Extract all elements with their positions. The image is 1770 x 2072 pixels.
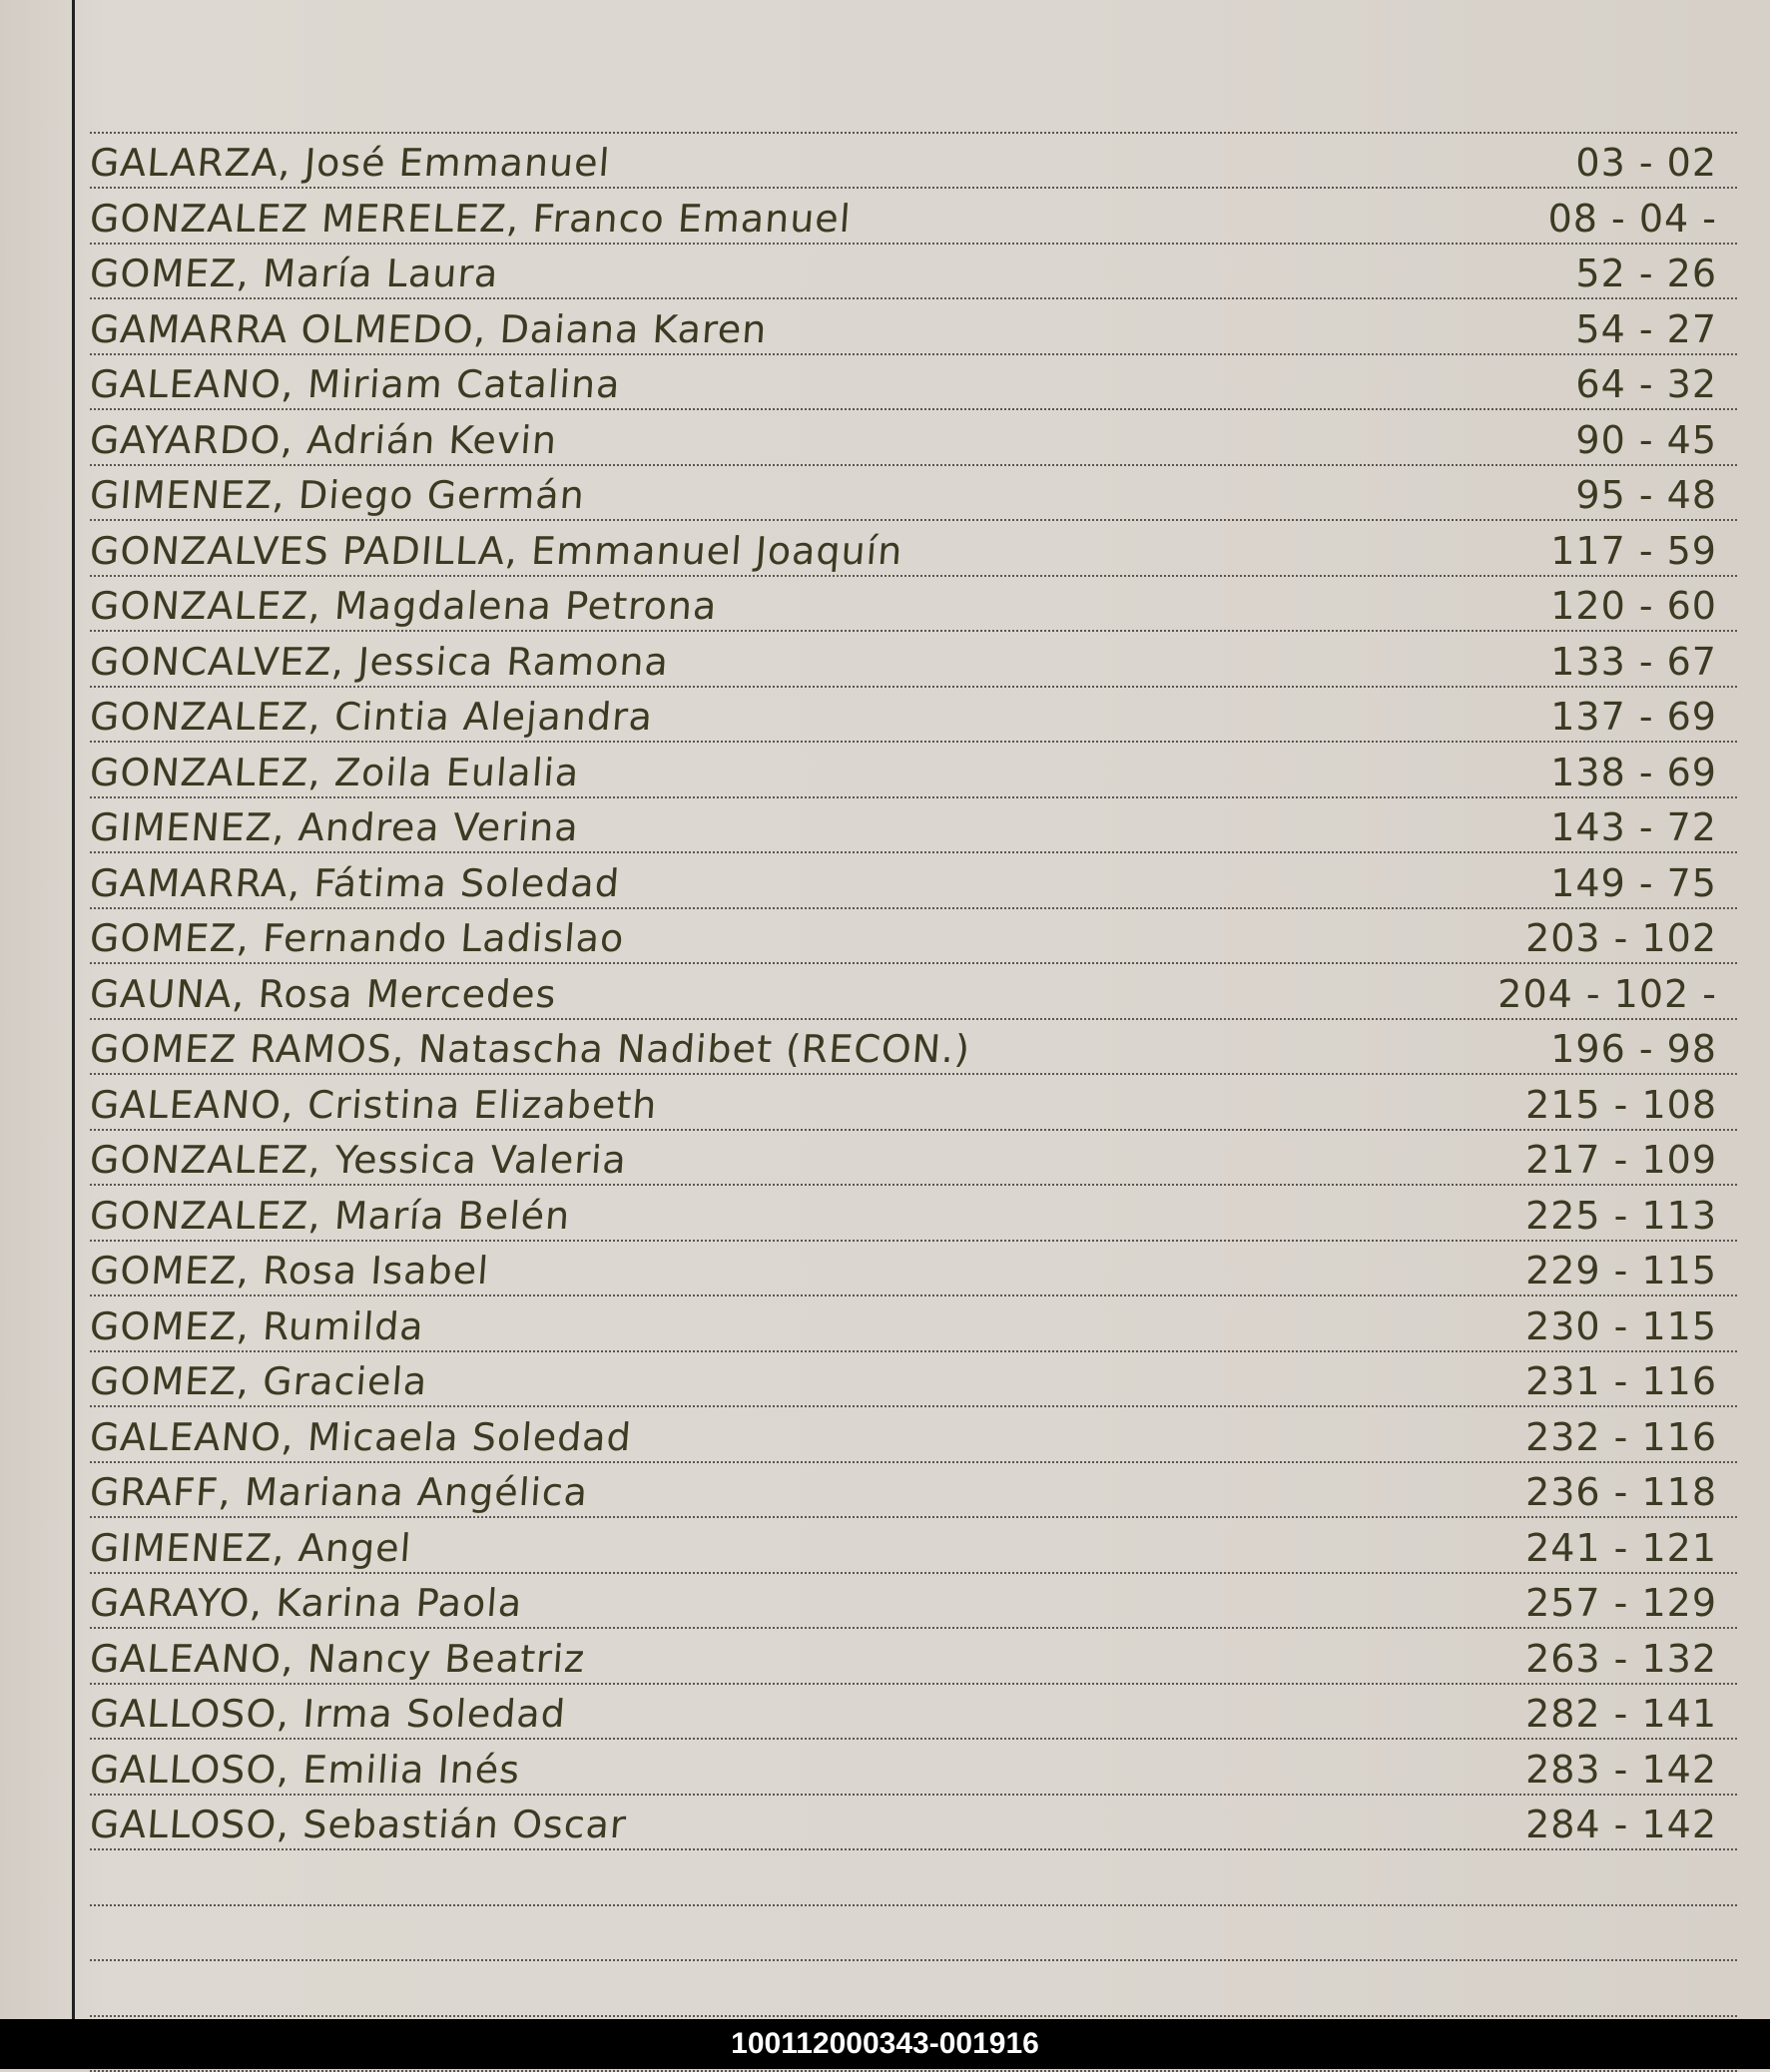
- list-item: [90, 245, 1737, 300]
- entry-name: GONZALEZ MERELEZ, Franco Emanuel: [88, 197, 852, 241]
- entry-number: 283 - 142: [1525, 1748, 1717, 1792]
- list-item: [90, 1685, 1737, 1741]
- entry-number: 52 - 26: [1575, 252, 1717, 295]
- list-item: [90, 1242, 1737, 1297]
- entry-name: GIMENEZ, Diego Germán: [88, 473, 586, 517]
- ruled-line: [90, 1850, 1737, 1906]
- list-item: [90, 1463, 1737, 1519]
- ruled-line: [90, 78, 1737, 134]
- list-item: [90, 1740, 1737, 1796]
- entry-number: 215 - 108: [1525, 1083, 1717, 1127]
- entry-name: GIMENEZ, Angel: [88, 1526, 412, 1570]
- list-item: [90, 853, 1737, 909]
- entry-name: GALARZA, José Emmanuel: [88, 141, 611, 185]
- entry-name: GOMEZ, Graciela: [88, 1359, 428, 1403]
- entry-name: GAMARRA, Fátima Soledad: [88, 861, 621, 905]
- entry-number: 120 - 60: [1550, 584, 1717, 628]
- entry-number: 117 - 59: [1550, 529, 1717, 573]
- margin-line: [72, 0, 75, 2019]
- entry-name: GALEANO, Micaela Soledad: [88, 1415, 633, 1459]
- list-item: [90, 743, 1737, 798]
- entry-number: 204 - 102 -: [1497, 972, 1717, 1016]
- entry-number: 08 - 04 -: [1548, 197, 1717, 241]
- entry-number: 257 - 129: [1525, 1581, 1717, 1625]
- entry-name: GOMEZ RAMOS, Natascha Nadibet (RECON.): [88, 1027, 971, 1071]
- entry-number: 282 - 141: [1525, 1692, 1717, 1736]
- entry-name: GONZALEZ, Zoila Eulalia: [88, 751, 580, 794]
- entry-name: GARAYO, Karina Paola: [88, 1581, 523, 1625]
- list-item: [90, 1518, 1737, 1574]
- entry-number: 241 - 121: [1525, 1526, 1717, 1570]
- list-item: [90, 688, 1737, 744]
- entry-number: 203 - 102: [1525, 916, 1717, 960]
- list-item: [90, 410, 1737, 466]
- list-item: [90, 964, 1737, 1020]
- entry-name: GALLOSO, Irma Soledad: [88, 1692, 567, 1736]
- ruled-line: [90, 1906, 1737, 1962]
- entry-name: GALLOSO, Sebastián Oscar: [88, 1803, 628, 1846]
- list-item: [90, 909, 1737, 965]
- entry-name: GRAFF, Mariana Angélica: [88, 1470, 589, 1514]
- entry-number: 232 - 116: [1525, 1415, 1717, 1459]
- entry-number: 143 - 72: [1550, 805, 1717, 849]
- entry-number: 284 - 142: [1525, 1803, 1717, 1846]
- entry-name: GALEANO, Nancy Beatriz: [88, 1637, 586, 1681]
- entry-name: GAYARDO, Adrián Kevin: [88, 418, 558, 462]
- entry-name: GONZALEZ, Yessica Valeria: [88, 1138, 628, 1182]
- document-id-footer: 100112000343-001916: [0, 2019, 1770, 2069]
- entry-name: GONZALVES PADILLA, Emmanuel Joaquín: [88, 529, 904, 573]
- list-item: [90, 1020, 1737, 1076]
- entry-name: GIMENEZ, Andrea Verina: [88, 805, 580, 849]
- entry-number: 54 - 27: [1575, 307, 1717, 351]
- list-item: [90, 299, 1737, 355]
- entry-number: 90 - 45: [1575, 418, 1717, 462]
- list-item: [90, 1186, 1737, 1242]
- entry-number: 229 - 115: [1525, 1249, 1717, 1293]
- entry-number: 133 - 67: [1550, 640, 1717, 684]
- entry-number: 231 - 116: [1525, 1359, 1717, 1403]
- entry-name: GOMEZ, Rosa Isabel: [88, 1249, 490, 1293]
- entry-name: GONCALVEZ, Jessica Ramona: [88, 640, 670, 684]
- list-item: [90, 577, 1737, 633]
- entry-number: 95 - 48: [1575, 473, 1717, 517]
- entry-number: 64 - 32: [1575, 362, 1717, 406]
- entry-number: 263 - 132: [1525, 1637, 1717, 1681]
- list-item: [90, 1629, 1737, 1685]
- list-item: [90, 466, 1737, 522]
- list-item: [90, 1796, 1737, 1851]
- entry-number: 196 - 98: [1550, 1027, 1717, 1071]
- entry-name: GAMARRA OLMEDO, Daiana Karen: [88, 307, 768, 351]
- entry-number: 137 - 69: [1550, 695, 1717, 739]
- entry-number: 03 - 02: [1575, 141, 1717, 185]
- entry-name: GONZALEZ, María Belén: [88, 1194, 571, 1238]
- entry-name: GONZALEZ, Magdalena Petrona: [88, 584, 718, 628]
- entry-list: [90, 78, 1737, 2072]
- list-item: [90, 1574, 1737, 1630]
- entry-name: GAUNA, Rosa Mercedes: [88, 972, 558, 1016]
- list-item: [90, 1075, 1737, 1131]
- list-item: [90, 1407, 1737, 1463]
- list-item: [90, 632, 1737, 688]
- list-item: [90, 355, 1737, 411]
- entry-number: 236 - 118: [1525, 1470, 1717, 1514]
- entry-name: GOMEZ, María Laura: [88, 252, 499, 295]
- entry-name: GALEANO, Miriam Catalina: [88, 362, 622, 406]
- list-item: [90, 521, 1737, 577]
- entry-name: GALEANO, Cristina Elizabeth: [88, 1083, 658, 1127]
- entry-name: GALLOSO, Emilia Inés: [88, 1748, 521, 1792]
- entry-number: 138 - 69: [1550, 751, 1717, 794]
- entry-number: 225 - 113: [1525, 1194, 1717, 1238]
- entry-name: GONZALEZ, Cintia Alejandra: [88, 695, 654, 739]
- entry-number: 149 - 75: [1550, 861, 1717, 905]
- list-item: [90, 1352, 1737, 1408]
- entry-number: 217 - 109: [1525, 1138, 1717, 1182]
- list-item: [90, 798, 1737, 854]
- list-item: [90, 134, 1737, 190]
- list-item: [90, 189, 1737, 245]
- list-item: [90, 1296, 1737, 1352]
- list-item: [90, 1131, 1737, 1187]
- entry-name: GOMEZ, Rumilda: [88, 1304, 425, 1348]
- ruled-line: [90, 1961, 1737, 2017]
- entry-name: GOMEZ, Fernando Ladislao: [88, 916, 625, 960]
- entry-number: 230 - 115: [1525, 1304, 1717, 1348]
